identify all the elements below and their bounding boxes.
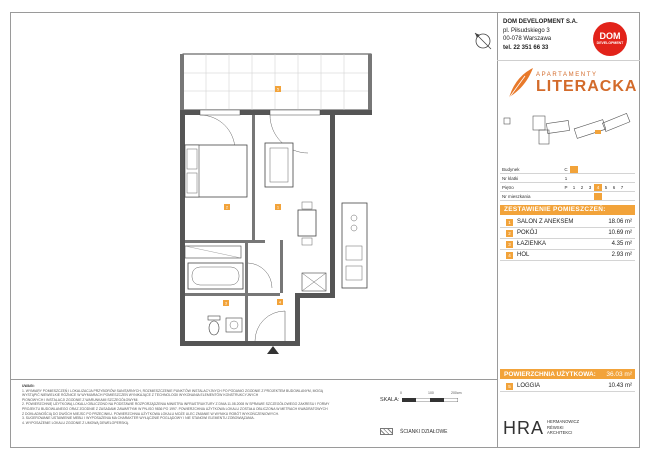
walls-legend-swatch	[380, 428, 393, 435]
room-row: 3 ŁAZIENKA 4.35 m²	[500, 239, 635, 250]
plan-tag-5: 5	[276, 86, 280, 92]
dining-table	[298, 202, 316, 245]
company-name: DOM DEVELOPMENT S.A.	[503, 19, 578, 25]
header-divider	[497, 60, 640, 61]
sheet-divider-vertical	[497, 12, 498, 448]
dom-development-logo: DOM DEVELOPMENT	[593, 22, 627, 56]
scale-bar	[402, 398, 458, 402]
scale-label: SKALA:	[380, 397, 400, 403]
plan-tag-4: 4	[278, 299, 282, 305]
plan-tag-3: 3	[224, 300, 228, 306]
brand-title: LITERACKA	[536, 78, 638, 95]
room-row: 1 SALON Z ANEKSEM 18.06 m²	[500, 217, 635, 228]
info-row-building: Budynek C	[500, 165, 635, 174]
loggia-area	[180, 54, 372, 114]
plan-tag-2: 2	[225, 204, 229, 210]
kitchen-counter	[342, 203, 367, 288]
usable-area-value: 36.03 m²	[606, 370, 632, 378]
walls-legend-label: ŚCIANKI DZIAŁOWE	[400, 429, 448, 435]
apartment-info-table	[500, 165, 635, 201]
site-key-plan	[503, 112, 633, 152]
floor-plan	[160, 18, 380, 358]
company-phone: tel. 22 351 66 33	[503, 44, 549, 51]
info-row-apartment-number: Nr mieszkania	[500, 192, 635, 201]
north-compass-icon	[472, 30, 494, 52]
feather-icon	[505, 66, 535, 100]
usable-area-row	[500, 369, 635, 379]
usable-area-label: POWIERZCHNIA UŻYTKOWA:	[504, 370, 596, 378]
washbasin	[226, 318, 242, 332]
bed	[185, 145, 247, 197]
bathtub	[188, 263, 243, 289]
brand-subtitle: APARTAMENTY	[536, 72, 598, 78]
toilet	[208, 316, 220, 335]
notes-block: UWAGI: 1. WYMIARY POMIESZCZEŃ I LOKALIZACJA PRZYBORÓW SANITARNYCH, ROZMIESZCZENIE PUNKTÓW INSTALACYJNYCH PO PODANIO ZGODNIE Z PROJEKTEM BUDOWLANYM, MOGĄ WYSTĄPIĆ NIEWIELKIE RÓŻNICE W WYMIARACH POMIESZCZEŃ WYNIKAJĄCE Z TECHNOLOGII WYKONANIA ELEMENTÓW KONSTRUKCYJNYCH PIONOWYCH I INSTALACJI ZGODNIE Z WARUNKAMI SZCZEGÓŁOWYMI. 2. POWIERZCHNIĘ UŻYTKOWĄ LOKALU OBLICZONO NA PODSTAWIE ROZPORZĄDZENIA MINISTRA INFRASTRUKTURY Z DNIA 11.08.2008 W SPRAWIE SZCZEGÓŁOWEGO ZAKRESU I FORMY PROJEKTU BUDOWLANEGO ORAZ ZGODNIE Z ZASADAMI ZAWARTYMI W PN-ISO 9836 PO 1997. POWIERZCHNIA UŻYTKOWA LOKALU ZOSTAŁA OBLICZONA W METRACH KWADRATOWYCH Z DOKŁADNOŚCIĄ DO DWÓCH MIEJSC PO PRZECINKU. POWIERZCHNIA UŻYTKOWA LOKALU MOŻE ULEC ZMIANIE W WYNIKU ROBÓT WYKOŃCZENIOWYCH. 3. SUGEROWANE USTAWIENIE MEBLI I WYPOSAŻENIA MA CHARAKTER WYŁĄCZNIE POGLĄDOWY I NIE STANOWI ELEMENTU ZOBOWIĄZANIA. 4. WYPOSAŻENIE LOKALU ZGODNIE Z UMOWĄ DEWELOPERSKĄ.	[22, 384, 330, 425]
room-row: 4 HOL 2.93 m²	[500, 250, 635, 261]
project-brand	[536, 72, 637, 95]
loggia-row: 5 LOGGIA 10.43 m²	[500, 381, 635, 392]
rooms-list	[500, 217, 635, 261]
entrance-arrow-icon	[267, 346, 279, 354]
architect-name: HERMANOWICZ RÉWSKI ARCHITEKCI	[547, 419, 580, 435]
plan-tag-1: 1	[276, 204, 280, 210]
architect-logo: HRA	[503, 418, 545, 438]
installation-shaft	[302, 273, 326, 291]
info-row-staircase: Nr klatki 1	[500, 174, 635, 183]
company-street: pl. Piłsudskiego 3	[503, 27, 550, 34]
company-city: 00-078 Warszawa	[503, 36, 552, 42]
sofa	[265, 143, 293, 187]
rooms-header: ZESTAWIENIE POMIESZCZEŃ:	[500, 205, 635, 215]
sheet-divider-horizontal	[10, 379, 497, 380]
room-row: 2 POKÓJ 10.69 m²	[500, 228, 635, 239]
scale-tick-200: 200cm	[451, 391, 462, 395]
company-address	[503, 18, 578, 52]
scale-tick-100: 100	[428, 391, 434, 395]
info-row-floor: Piętro P 1 2 3 4 5 6 7	[500, 183, 635, 192]
scale-tick-0: 0	[400, 391, 402, 395]
